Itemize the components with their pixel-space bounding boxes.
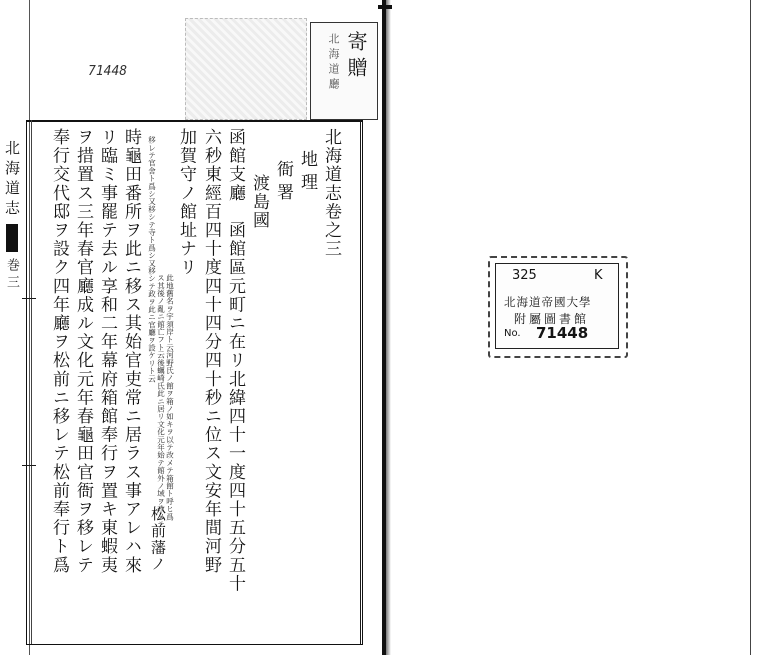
handwritten-accession-number: 71448 bbox=[88, 64, 128, 79]
spine-small-rule-2 bbox=[22, 465, 36, 466]
body-column-6: ヲ措置ス三年春官廳成ル文化元年春龜田官衙ヲ移レテ bbox=[73, 128, 93, 575]
donation-stamp-text: 寄贈 bbox=[344, 31, 368, 83]
number-prefix: No. bbox=[504, 328, 521, 339]
section-title: 地理 bbox=[297, 150, 317, 196]
note-column-1: 此地舊名ヲ宇須岸ト云河野氏ノ館ヲ箱ノ如キヲ以テ改メテ箱館ト呼ヒ爲 bbox=[165, 274, 175, 521]
running-title: 北海道志 bbox=[3, 140, 21, 220]
body-column-5: リ臨ミ事罷テ去ル享和二年幕府箱館奉行ヲ置キ東蝦夷 bbox=[97, 128, 117, 575]
body-column-3: 加賀守ノ館址ナリ bbox=[176, 128, 196, 277]
body-column-4: 時龜田番所ヲ此ニ移ス其始官吏常ニ居ラス事アレハ來 bbox=[121, 128, 141, 575]
subsection-title: 衙署 bbox=[273, 160, 293, 206]
running-title-block bbox=[6, 224, 18, 252]
gutter-shadow bbox=[386, 0, 391, 655]
body-column-1: 函館支廳 函館區元町ニ在リ北緯四十一度四十五分五十 bbox=[225, 128, 245, 593]
library-name-line1: 北海道帝國大學 bbox=[504, 295, 592, 309]
volume-title: 北海道志卷之三 bbox=[321, 128, 341, 259]
right-page-edge bbox=[750, 0, 751, 655]
spine-small-rule bbox=[22, 298, 36, 299]
donation-stamp bbox=[310, 22, 378, 120]
body-column-2: 六秒東經百四十度四十四分四十秒ニ位ス文安年間河野 bbox=[201, 128, 221, 575]
faded-ownership-stamp bbox=[185, 18, 307, 120]
library-name-line2: 附屬圖書館 bbox=[514, 312, 590, 326]
text-frame-inner-rule bbox=[360, 120, 361, 644]
note-column-3: 移レテ官舍ト爲シ又移シテ寺ト爲シ又移シテ政ヲ此ニ官廳ヲ設ケリト云 bbox=[147, 136, 157, 383]
body-column-3-tail: 松前藩ノ bbox=[149, 506, 167, 573]
gutter-top-mark bbox=[378, 5, 392, 9]
spine-rule bbox=[26, 120, 27, 644]
call-number: 325 bbox=[512, 268, 537, 283]
donation-stamp-subtext: 北海道廳 bbox=[327, 33, 340, 93]
running-title-suffix: 巻三 bbox=[4, 258, 19, 292]
spine-rule-2 bbox=[31, 120, 32, 644]
body-column-7: 奉行交代邸ヲ設ク四年廳ヲ松前ニ移レテ松前奉行ト爲 bbox=[49, 128, 69, 575]
note-column-2: ス其後ノ亂ニ館亡フト云後蠣崎氏此ニ居リ文化元年始テ館外ノ域ヲ改メテ bbox=[156, 274, 166, 529]
library-label bbox=[488, 256, 628, 358]
accession-number: 71448 bbox=[536, 324, 589, 342]
class-letter: K bbox=[594, 268, 603, 283]
province-title: 渡島國 bbox=[249, 174, 269, 230]
